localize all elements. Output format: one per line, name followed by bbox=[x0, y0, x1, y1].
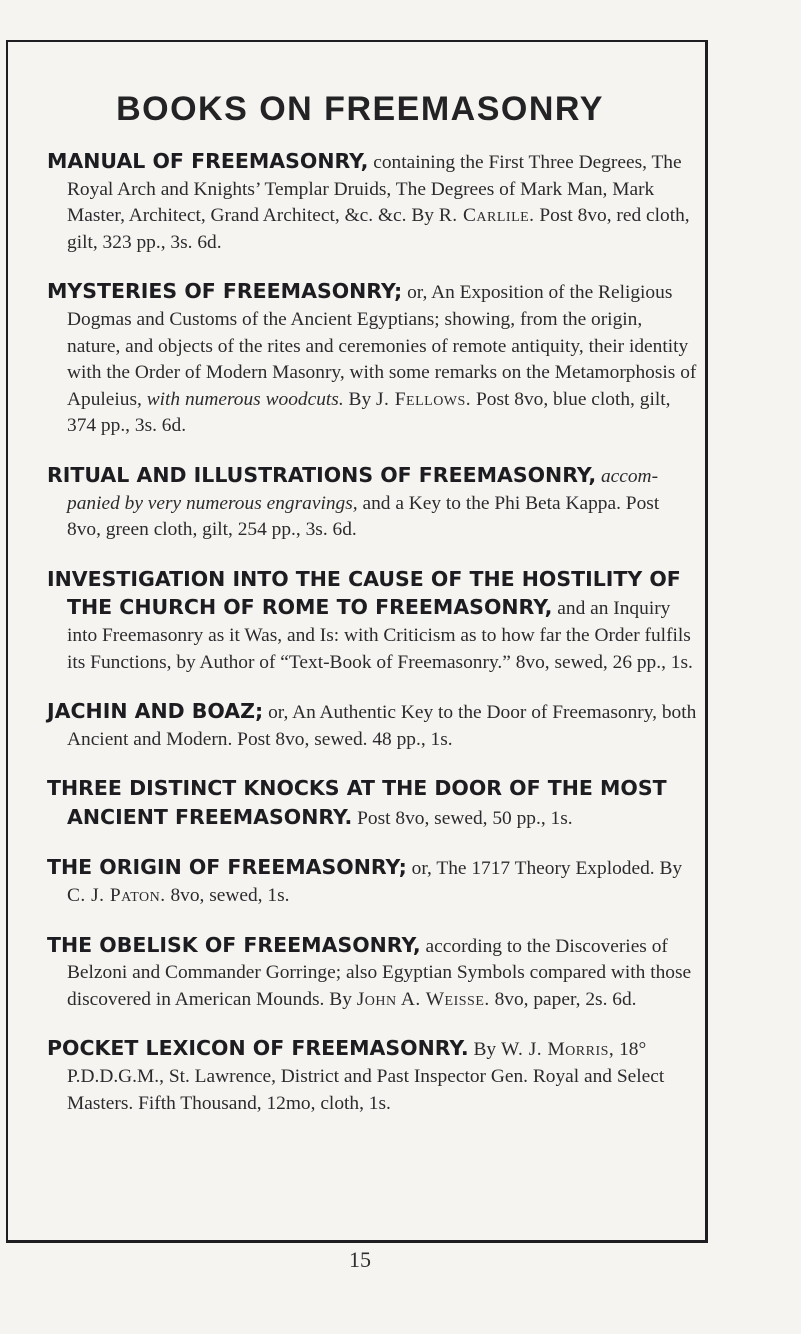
book-entry bbox=[47, 1035, 697, 1117]
book-title: THE ORIGIN OF FREEMASONRY; bbox=[47, 855, 407, 880]
book-entry bbox=[47, 566, 697, 676]
book-details: Post 8vo, red cloth, gilt, 323 pp., 3s. 6d. bbox=[67, 205, 690, 253]
book-entry bbox=[47, 278, 697, 440]
book-title: POCKET LEXICON OF FREEMASONRY. bbox=[47, 1036, 469, 1061]
book-italic-note: with numerous woodcuts. bbox=[146, 388, 344, 410]
page-number: 15 bbox=[349, 1247, 371, 1272]
book-title: THREE DISTINCT KNOCKS AT THE DOOR OF THE MOST ANCIENT FREEMASONRY. bbox=[47, 776, 667, 829]
book-entry bbox=[47, 148, 697, 256]
book-entry bbox=[47, 462, 697, 544]
book-title: MANUAL OF FREEMASONRY, bbox=[47, 149, 369, 173]
book-author: John A. Weisse. bbox=[356, 988, 490, 1010]
book-author: R. Carlile. bbox=[438, 205, 535, 227]
book-details: 8vo, paper, 2s. 6d. bbox=[489, 988, 637, 1010]
book-details: 8vo, sewed, 1s. bbox=[165, 885, 290, 907]
book-entry bbox=[47, 932, 697, 1014]
book-by: By bbox=[343, 388, 377, 410]
book-details: Post 8vo, sewed, 50 pp., 1s. bbox=[352, 807, 573, 829]
book-details: and a Key to the Phi Beta Kappa. Post 8vo, green cloth, gilt, 254 pp., 3s. 6d. bbox=[67, 492, 660, 541]
book-author: W. J. Morris, bbox=[500, 1039, 615, 1061]
book-title: RITUAL AND ILLUSTRATIONS OF FREEMASONRY, bbox=[47, 462, 597, 487]
book-description: containing the First Three Degrees, The Royal Arch and Knights’ Templar Druids, The Degrees of Mark Man, Mark Master, Architect, Grand Architect, &c. &c. By bbox=[67, 152, 682, 227]
book-title: MYSTERIES OF FREEMASONRY; bbox=[47, 279, 403, 304]
book-details: Post 8vo, blue cloth, gilt, 374 pp., 3s. 6d. bbox=[67, 388, 671, 437]
book-author: J. Fellows. bbox=[376, 388, 472, 410]
book-title: JACHIN AND BOAZ; bbox=[47, 699, 264, 724]
book-italic-note: accompanied by very numerous engravings, bbox=[67, 465, 659, 514]
book-title: INVESTIGATION INTO THE CAUSE OF THE HOSTILITY OF THE CHURCH OF ROME TO FREEMASONRY, bbox=[47, 566, 681, 620]
book-description: according to the Discoveries of Belzoni and Commander Gorringe; also Egyptian Symbols compared with those discovered in American Mounds. By bbox=[67, 935, 692, 1010]
book-entry bbox=[47, 698, 697, 753]
book-details: or, An Authentic Key to the Door of Freemasonry, both Ancient and Modern. Post 8vo, sewed. 48 pp., 1s. bbox=[67, 702, 697, 750]
book-entry bbox=[47, 775, 697, 832]
book-description: or, The 1717 Theory Exploded. By bbox=[406, 858, 683, 880]
book-description: or, An Exposition of the Religious Dogmas and Customs of the Ancient Egyptians; showing, from the origin, nature, and objects of the rites and ceremonies of remote antiquity, their identity with the Order of Modern Masonry, with some remarks on the Metamorphosis of Apuleius, bbox=[67, 282, 697, 410]
book-entry bbox=[47, 854, 697, 909]
book-list bbox=[47, 148, 697, 1139]
book-details: and an Inquiry into Freemasonry as it Was, and Is: with Criticism as to how far the Order fulfils its Functions, by Author of “Text-Book of Freemasonry.” 8vo, sewed, 26 pp., 1s. bbox=[67, 598, 693, 673]
book-author: C. J. Paton. bbox=[67, 885, 166, 907]
book-details: 18° P.D.D.G.M., St. Lawrence, District and Past Inspector Gen. Royal and Select Masters. Fifth Thousand, 12mo, cloth, 1s. bbox=[67, 1039, 665, 1114]
page-heading: BOOKS ON FREEMASONRY bbox=[116, 90, 604, 128]
book-title: THE OBELISK OF FREEMASONRY, bbox=[47, 932, 421, 957]
book-description: By bbox=[468, 1039, 501, 1061]
